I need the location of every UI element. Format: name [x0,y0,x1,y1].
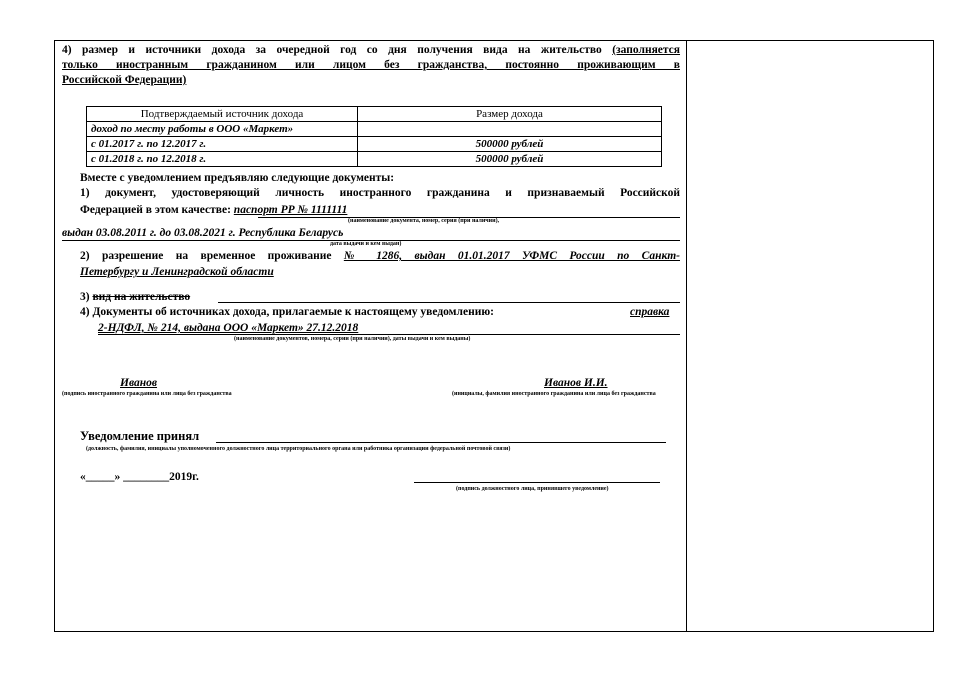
document-item4-underline [98,334,680,335]
document-item3-label: 3) [80,291,90,303]
documents-intro: Вместе с уведомлением предъявляю следующие документы: [80,172,395,184]
income-table [86,106,662,167]
section4-heading-prefix: 4) размер и источники дохода за очередной год со дня получения вида на жительство [62,44,602,56]
document-item1-line1: 1) документ, удостоверяющий личность иностранного гражданина и признаваемый Российской [80,187,680,199]
document-item4-value-line2: 2-НДФЛ, № 214, выдана ООО «Маркет» 27.12.2018 [98,322,359,334]
document-item4-line1 [80,305,494,319]
acceptance-hint: (должность, фамилия, инициалы уполномоченного должностного лица территориального органа или работника организации федеральной почтовой связи) [86,446,511,452]
table-cell: с 01.2017 г. по 12.2017 г. [87,137,358,152]
table-header: Размер дохода [358,107,662,122]
document-item1-issued-hint: дата выдачи и кем выдан) [330,241,402,247]
document-item1-label: Федерацией в этом качестве: [80,204,231,216]
table-cell: с 01.2018 г. по 12.2018 г. [87,152,358,167]
table-cell: доход по месту работы в ООО «Маркет» [87,122,358,137]
document-item3-underline [218,302,680,303]
document-item1-value: паспорт РР № 1111111 [233,204,348,216]
section4-heading-line3: Российской Федерации) [62,74,187,86]
document-item4-value-line1: справка [630,306,670,318]
table-cell: 500000 рублей [358,152,662,167]
acceptance-date: «_____» ________2019г. [80,471,199,483]
document-item4-hint: (наименование документов, номера, серии (при наличии), даты выдачи и кем выданы) [234,336,471,342]
table-header: Подтверждаемый источник дохода [87,107,358,122]
official-signature-hint: (подпись должностного лица, принявшего уведомление) [456,486,609,492]
name-value: Иванов И.И. [544,377,608,389]
document-item3-struck: вид на жительство [92,291,191,303]
document-item1-issued: выдан 03.08.2011 г. до 03.08.2021 г. Республика Беларусь [62,227,344,239]
table-cell [358,122,662,137]
section4-heading-note: (заполняется [612,44,681,56]
document-item1-line2 [80,203,347,217]
section4-heading-line1 [62,43,680,57]
document-item3 [80,290,190,304]
acceptance-underline [216,442,666,443]
document-item1-hint: (наименование документа, номер, серия (при наличии), [348,218,500,224]
table-row [87,152,662,167]
signature-hint: (подпись иностранного гражданина или лица без гражданства [62,391,232,397]
document-item4-label: 4) Документы об источниках дохода, прилагаемые к настоящему уведомлению: [80,306,494,318]
name-hint: (инициалы, фамилия иностранного гражданина или лица без гражданства [452,391,656,397]
column-divider [686,40,687,631]
acceptance-label: Уведомление принял [80,429,200,443]
document-item2-label: 2) разрешение на временное проживание [80,250,332,262]
official-signature-line [414,482,660,483]
table-cell: 500000 рублей [358,137,662,152]
table-header-row [87,107,662,122]
section4-heading-line2: только иностранным гражданином или лицом без гражданства, постоянно проживающим в [62,59,680,71]
table-row [87,137,662,152]
signature-value: Иванов [120,377,158,389]
document-item2-line2: Петербургу и Ленинградской области [80,266,274,278]
document-item2-line1 [80,249,680,263]
document-item2-value: № 1286, выдан 01.01.2017 УФМС России по Санкт- [343,250,680,262]
table-row [87,122,662,137]
